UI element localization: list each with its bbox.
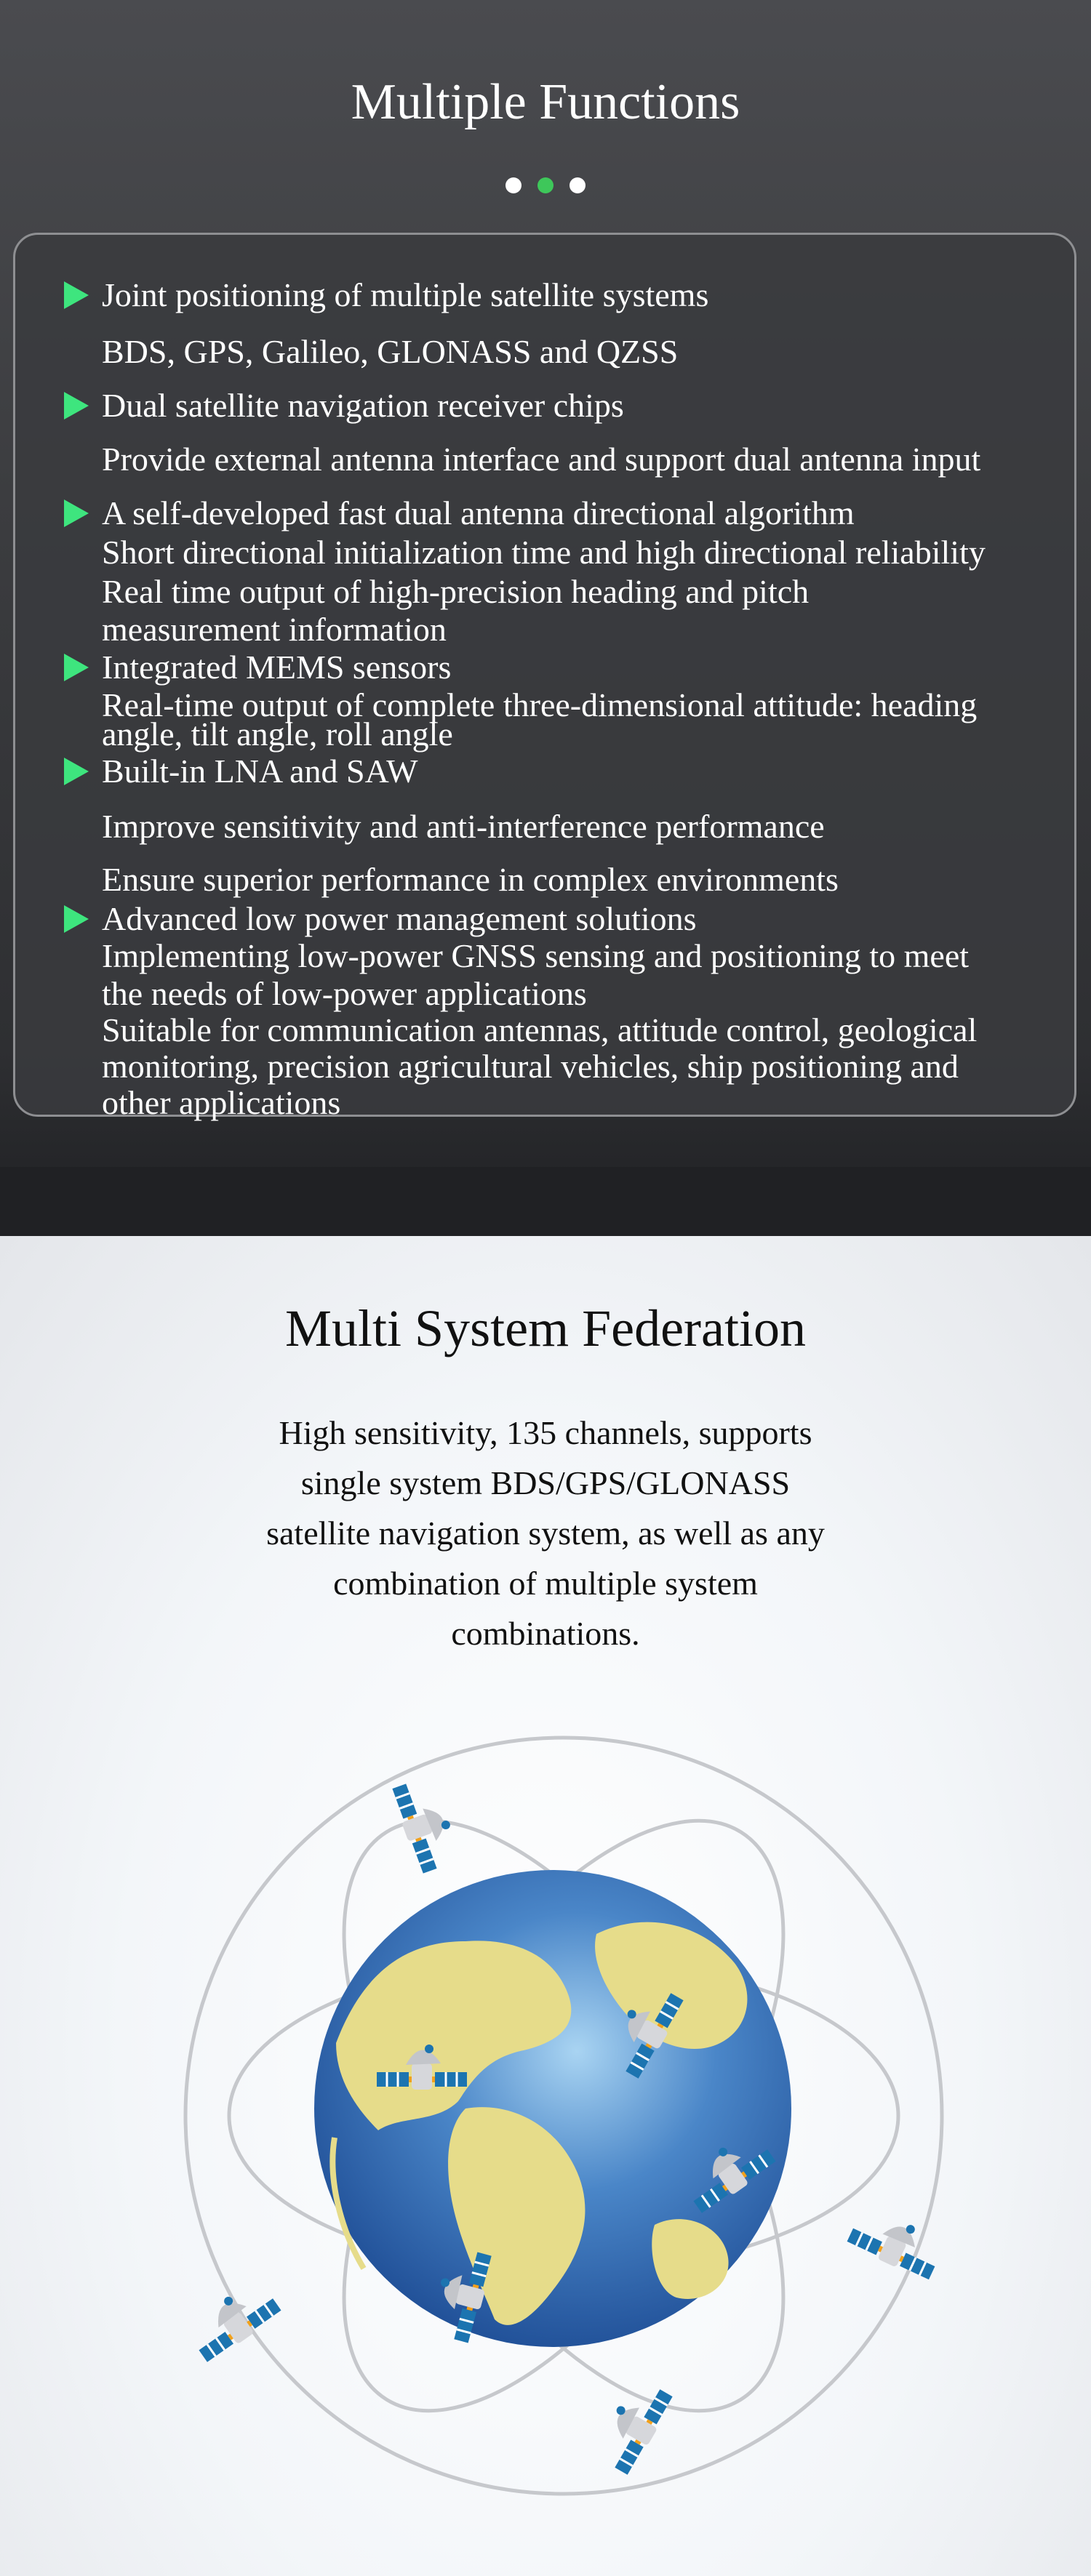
bullet-triangle-icon: [64, 758, 89, 785]
feature-detail: Real-time output of complete three-dimensional attitude: heading: [102, 686, 978, 723]
description-line: single system BDS/GPS/GLONASS: [300, 1464, 791, 1501]
bullet-triangle-icon: [64, 281, 89, 309]
feature-detail: Short directional initialization time and high directional reliability: [102, 534, 986, 571]
satellite-icon: [846, 2203, 947, 2282]
bullet-triangle-icon: [64, 499, 89, 527]
carousel-dot-1[interactable]: [505, 177, 521, 193]
feature-detail: Implementing low-power GNSS sensing and positioning to meet: [102, 937, 970, 974]
bullet-triangle-icon: [64, 905, 89, 933]
feature-detail: Provide external antenna interface and support dual antenna input: [102, 441, 981, 478]
feature-heading: Dual satellite navigation receiver chips: [102, 387, 624, 424]
feature-detail: other applications: [102, 1084, 341, 1121]
feature-detail: the needs of low-power applications: [102, 975, 587, 1012]
satellite-icon: [591, 2375, 675, 2476]
feature-heading: Built-in LNA and SAW: [102, 753, 418, 790]
feature-heading: Advanced low power management solutions: [102, 900, 697, 937]
feature-detail: monitoring, precision agricultural vehicles, ship positioning and: [102, 1048, 959, 1085]
feature-detail: angle, tilt angle, roll angle: [102, 715, 453, 753]
multi-system-federation-section: [0, 1236, 1091, 2576]
feature-heading: Joint positioning of multiple satellite systems: [102, 276, 709, 313]
feature-heading: A self-developed fast dual antenna directional algorithm: [102, 494, 855, 531]
section-title: Multi System Federation: [285, 1299, 806, 1357]
description-line: High sensitivity, 135 channels, supports: [279, 1414, 812, 1451]
carousel-indicator: [0, 177, 1091, 195]
multiple-functions-section: [0, 0, 1091, 1236]
section-description: [218, 1408, 873, 1658]
feature-detail: BDS, GPS, Galileo, GLONASS and QZSS: [102, 333, 679, 370]
carousel-dot-2-active[interactable]: [537, 177, 554, 193]
carousel-dot-3[interactable]: [570, 177, 586, 193]
feature-detail: Ensure superior performance in complex environments: [102, 861, 839, 898]
globe-satellites-illustration: [145, 1701, 982, 2523]
description-line: combinations.: [451, 1615, 640, 1652]
globe-icon: [314, 1870, 791, 2347]
feature-heading: Integrated MEMS sensors: [102, 649, 452, 686]
bullet-triangle-icon: [64, 392, 89, 420]
section-divider: [0, 1167, 1091, 1236]
feature-detail: measurement information: [102, 611, 447, 648]
feature-detail: Improve sensitivity and anti-interference performance: [102, 808, 825, 845]
section-title: Multiple Functions: [351, 74, 740, 130]
description-line: combination of multiple system: [333, 1565, 758, 1602]
feature-detail: Real time output of high-precision heading and pitch: [102, 573, 810, 610]
bullet-triangle-icon: [64, 654, 89, 681]
feature-detail: Suitable for communication antennas, attitude control, geological: [102, 1011, 978, 1048]
description-line: satellite navigation system, as well as any: [266, 1514, 825, 1552]
